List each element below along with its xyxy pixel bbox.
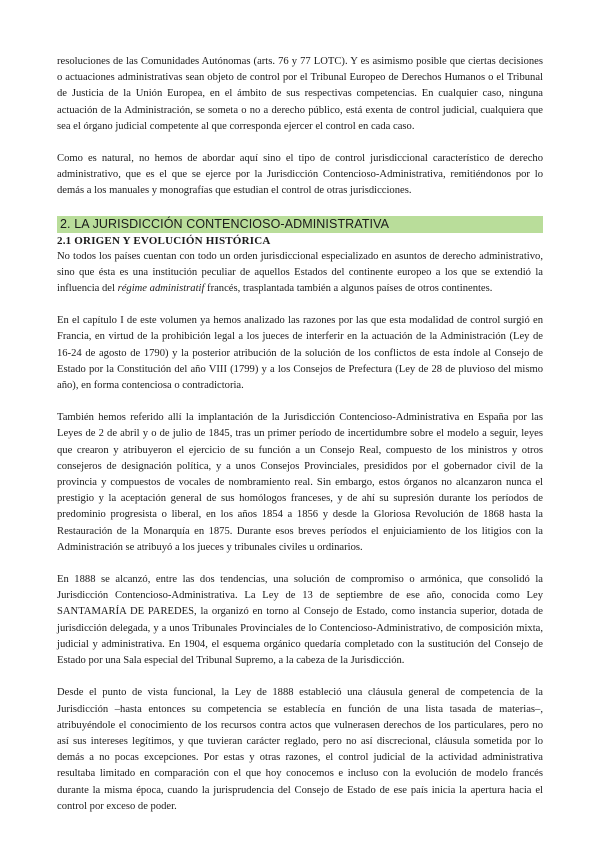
document-body <box>57 54 543 815</box>
intro-text-after: francés, trasplantada también a algunos países de otros continentes. <box>204 283 493 295</box>
paragraph-functional-view: Desde el punto de vista funcional, la Ley de 1888 estableció una cláusula general de competencia de la Jurisdicción –hasta entonces su competencia se establecía en función de una lista tasada de materias–, atribuyéndole el conocimiento de los recursos contra actos que vulnerasen derechos de los particulares, pero no así sus intereses legítimos, y que tuvieran carácter reglado, pero no así discrecional, cláusula sometida por lo demás a no pocas excepciones. Por estas y otras razones, el control judicial de la actividad administrativa resultaba limitado en comparación con el que hoy conocemos e incluso con la evolución de modelo francés durante la misma época, cuando la jurisprudencia del Consejo de Estado de ese país inicia la apertura hacia el control por exceso de poder. <box>57 687 543 812</box>
subsection-heading: 2.1 ORIGEN Y EVOLUCIÓN HISTÓRICA <box>57 234 271 247</box>
paragraph-spain-implantation: También hemos referido allí la implantación de la Jurisdicción Contencioso-Administrativa en España por las Leyes de 2 de abril y o de julio de 1845, tras un primer período de incertidumbre sobre el modelo a seguir, leyes que crearon y atribuyeron el ejercicio de su función a un Consejo Real, compuesto de los ministros y otros consejeros de designación política, y a unos Consejos Provinciales, presididos por el gobernador civil de la provincia y compuestos de vocales de nombramiento real. Sin embargo, estos órganos no alcanzaron nunca el prestigio y la aceptación general de sus homólogos franceses, y de ahí su supresión durante los períodos de predominio progresista o liberal, en los años 1854 a 1856 y desde la Gloriosa Revolución de 1868 hasta la Restauración de la Monarquía en 1875. Durante esos breves períodos el enjuiciamiento de los litigios con la Administración se atribuyó a los jueces y tribunales civiles u ordinarios. <box>57 412 543 553</box>
section-heading: 2. LA JURISDICCIÓN CONTENCIOSO-ADMINISTRATIVA <box>57 216 543 233</box>
paragraph-scope: Como es natural, no hemos de abordar aquí sino el tipo de control jurisdiccional característico de derecho administrativo, que es el que se ejerce por la Jurisdicción Contencioso-Administrativa, remitiéndonos por lo demás a los manuales y monografías que estudian el control de otras jurisdicciones. <box>57 153 543 197</box>
intro-text-before: No todos los países cuentan con todo un orden jurisdiccional especializado en asuntos de derecho administrativo, sino que ésta es una institución peculiar de aquellos Estados del continente europeo a los que se extendió la influencia del <box>57 250 543 295</box>
paragraph-intro <box>57 249 543 298</box>
paragraph-competences-continued: resoluciones de las Comunidades Autónomas (arts. 76 y 77 LOTC). Y es asimismo posible que ciertas decisiones o actuaciones administrativas sean objeto de control por el Tribunal Europeo de Derechos Humanos o el Tribunal de Justicia de la Unión Europea, en el ámbito de sus respectivas competencias. En cualquier caso, ninguna actuación de la Administración, se someta o no a derecho público, está exenta de control judicial, cualquiera que sea el órgano judicial competente al que corresponda ejercer el control en cada caso. <box>57 56 543 132</box>
intro-italic-term: régime administratif <box>117 283 205 295</box>
paragraph-law-1888: En 1888 se alcanzó, entre las dos tendencias, una solución de compromiso o armónica, que consolidó la Jurisdicción Contencioso-Administrativa. La Ley de 13 de septiembre de ese año, conocida como Ley SANTAMARÍA DE PAREDES, la organizó en torno al Consejo de Estado, como instancia superior, dotada de jurisdicción delegada, y a unos Tribunales Provinciales de lo Contencioso-Administrativo, de composición mixta, judicial y administrativa. En 1904, el esquema orgánico quedaría completado con la sustitución del Consejo de Estado por una Sala especial del Tribunal Supremo, a la cabeza de la Jurisdicción. <box>57 574 543 667</box>
paragraph-france-origin: En el capítulo I de este volumen ya hemos analizado las razones por las que esta modalidad de control surgió en Francia, en virtud de la prohibición legal a los jueces de interferir en la actuación de la Administración (Ley de 16-24 de agosto de 1790) y la posterior atribución de la solución de los conflictos de esta índole al Consejo de Estado por la Constitución del año VIII (1799) y a los Consejos de Prefectura (Ley de 28 de pluvioso del mismo año), en forma contenciosa o contradictoria. <box>57 315 543 392</box>
